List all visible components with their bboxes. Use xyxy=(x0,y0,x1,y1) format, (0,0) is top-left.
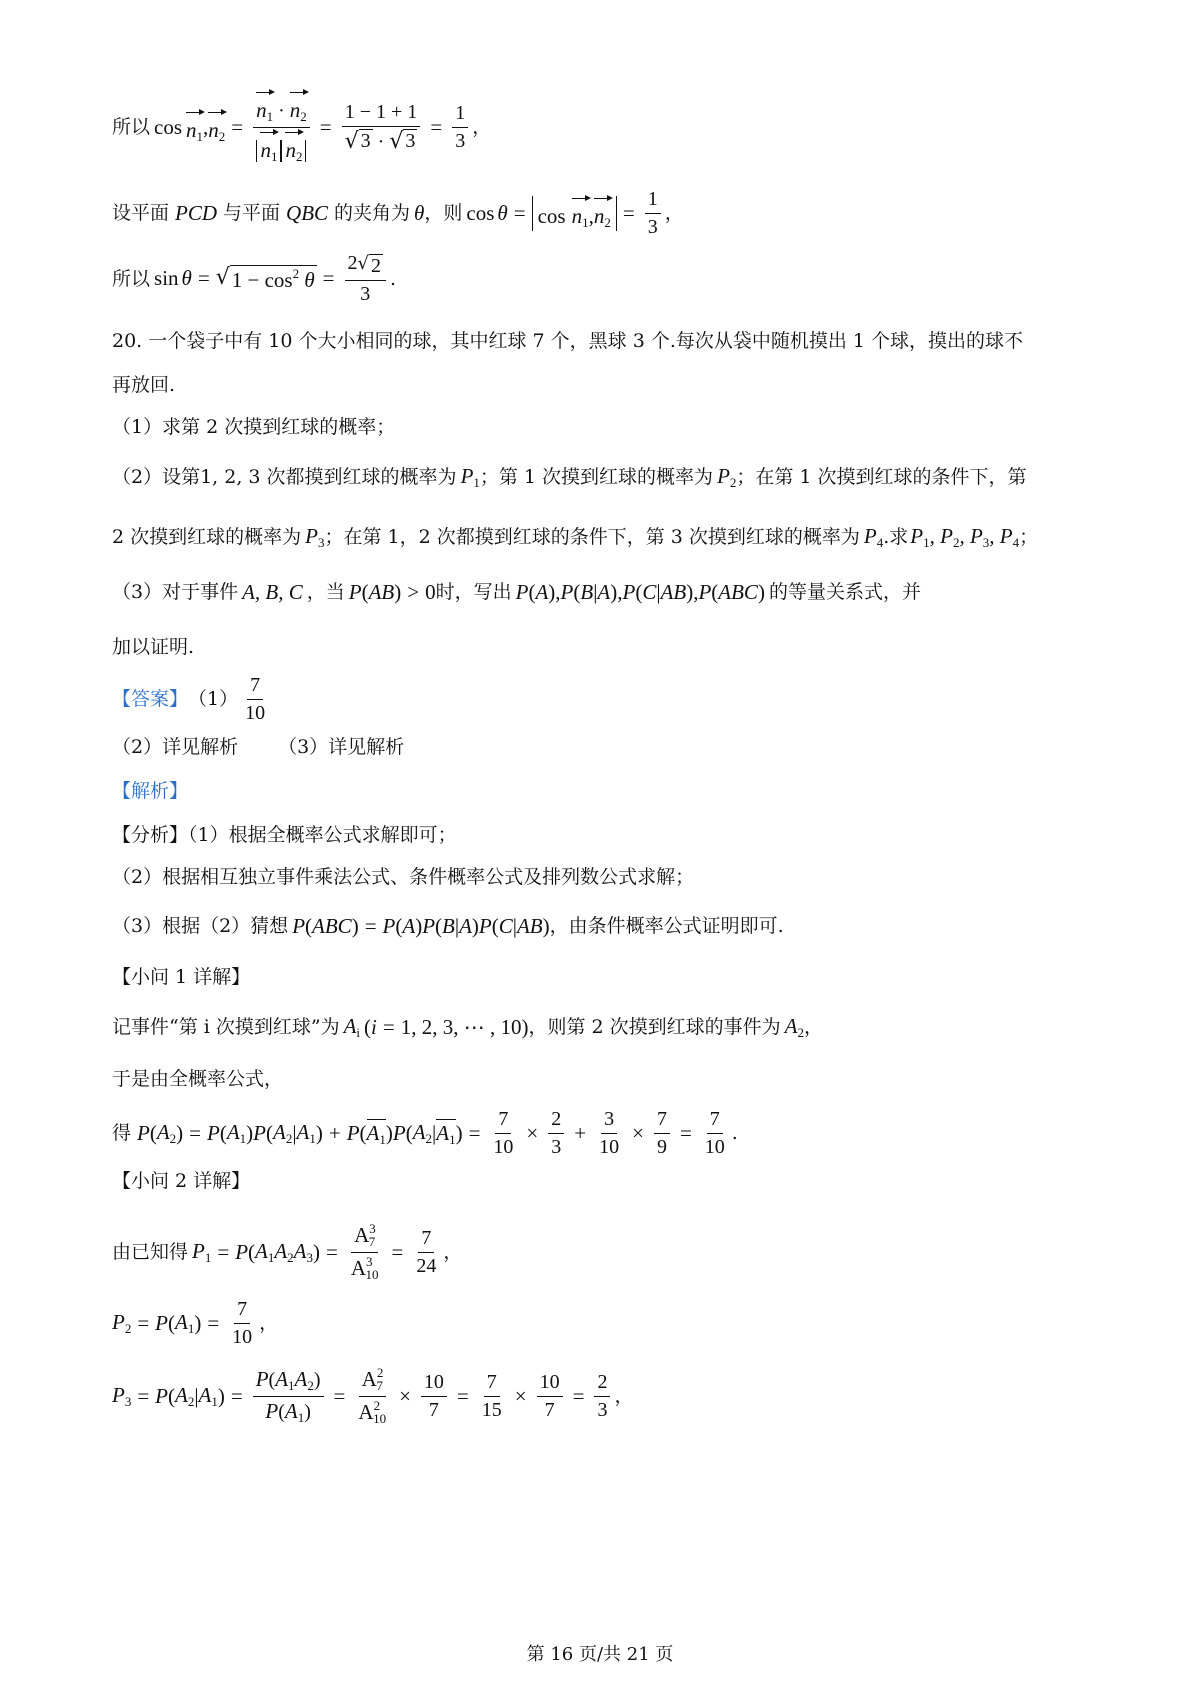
sub-question-2-p3: $P_3$ = P ( $A_2$ | $A_1$ ) = $\frac{P(A_1A_2)}{P(A_1)}$ = $\frac{A^2_7}{A^2_{10}}$ × $\frac{10}{7}$ = $\frac{7}{15}$ × $\frac{10}{7}$ = $\frac{2}{3}$ ， xyxy=(112,1365,634,1426)
analysis-point-2: （2）根据相互独立事件乘法公式、条件概率公式及排列数公式求解； xyxy=(112,866,695,888)
page-footer: 第 16 页/共 21 页 xyxy=(526,1644,674,1665)
analysis-point-3: （3）根据（2）猜想 P ( ABC ) = P ( A ) P ( B | A ) P ( C | AB ) ，由条件概率公式证明即可. xyxy=(112,914,784,938)
answer-line-1: 【答案】 （1） $\frac{7}{10}$ xyxy=(112,674,266,724)
answer-line-2: （2）详见解析 （3）详见解析 xyxy=(112,736,405,758)
analysis-tag: 【解析】 xyxy=(112,780,189,802)
answer-tag: 【答案】 xyxy=(112,688,189,711)
sub-question-1-computation: 得 P ( $A_2$ ) = P ( $A_1$ ) P ( $A_2$ | $A_1$ ) + P ( $A_1$ ) P ( $A_2$ | $A_1$ ) = $\frac{7}{10}$ × $\frac{2}{3}$ + $\frac{3}{10}$ × $\frac{7}{9}$ = $\frac{7}{10}$ . xyxy=(112,1108,738,1158)
analysis-point-1: 【分析】（1）根据全概率公式求解即可； xyxy=(112,824,457,846)
sub-question-2-p1: 由已知得 $P_1$ = P ( $A_1A_2A_3$ ) = $\frac{A^3_7}{A^3_{10}}$ = $\frac{7}{24}$ ， xyxy=(112,1221,463,1282)
question-20-part-3-line-1: （3）对于事件 A, B, C ，当 P ( AB ) > 0 时，写出 P ( A ), P ( B | A ), P ( C | AB ), P ( ABC ) 的等量关系式，并 xyxy=(112,580,921,604)
question-20-part-3-line-2: 加以证明. xyxy=(112,636,195,658)
sub-question-1-event-def: 记事件“第 i 次摸到红球”为 $A_i$ ( i = 1, 2, 3, ⋯ , 10) ，则第 2 次摸到红球的事件为 $A_2$ ， xyxy=(112,1014,823,1040)
sub-question-2-p2: $P_2$ = P ( $A_1$ ) = $\frac{7}{10}$ ， xyxy=(112,1298,279,1348)
sub-question-2-title: 【小问 2 详解】 xyxy=(112,1170,251,1192)
question-20-stem-2: 再放回. xyxy=(112,374,176,396)
sub-question-1-title: 【小问 1 详解】 xyxy=(112,966,251,988)
question-20-part-1: （1）求第 2 次摸到红球的概率； xyxy=(112,416,396,438)
plane-angle-line: 设平面 PCD 与平面 QBC 的夹角为 θ ，则 cos θ = $\cos n_1,n_2$ = $\frac{1}{3}$ ， xyxy=(112,188,684,238)
question-20-stem-1: 20. 一个袋子中有 10 个大小相同的球，其中红球 7 个，黑球 3 个.每次从袋中随机摸出 1 个球，摸出的球不 xyxy=(112,330,1024,352)
sin-theta-line: 所以 sin θ = √ $1 - \cos^2 \theta$ = 2 √ 2 3 . xyxy=(112,252,397,305)
question-20-part-2-line-1: （2）设第1, 2, 3 次都摸到红球的概率为 $P_1$ ；第 1 次摸到红球的概率为 $P_2$ ；在第 1 次摸到红球的条件下，第 xyxy=(112,464,1027,490)
sub-question-1-total-prob: 于是由全概率公式， xyxy=(112,1068,284,1090)
cos-normal-vectors-line: 所以 cos $n_1$ , $n_2$ = $\frac{n_1 \cdot n_2}{n_1 n_2}$ = 1 − 1 + 1 √ 3 · √ 3 = $\frac{1}{3}$ ， xyxy=(112,90,1100,165)
question-20-part-2-line-2: 2 次摸到红球的概率为 $P_3$ ；在第 1，2 次都摸到红球的条件下，第 3 次摸到红球的概率为 $P_4$ .求 $P_1$, $P_2$, $P_3$, $P_4$ ； xyxy=(112,524,1039,550)
